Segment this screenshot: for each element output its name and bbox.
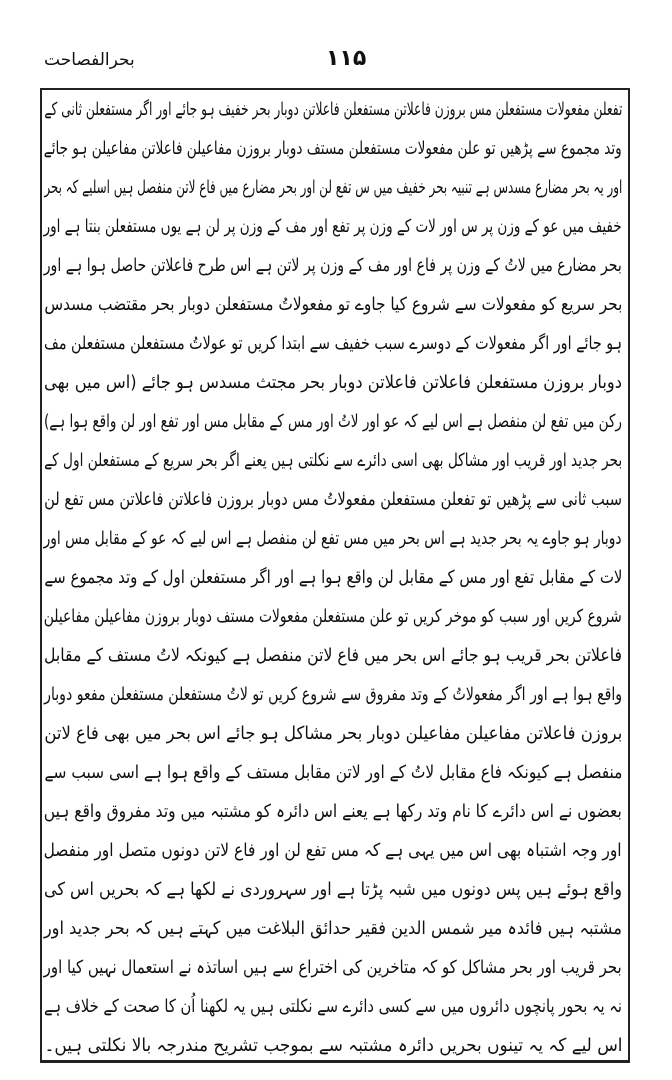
text-line — [44, 168, 622, 207]
text-line — [44, 870, 622, 909]
text-line-content: بروزن فاعلاتن مفاعیلن مفاعیلن دوبار بحر مشاکل ہو جائے اس بحر میں بھی فاع لاتن — [44, 723, 622, 744]
text-line — [44, 441, 622, 480]
text-line-content: خفیف میں عو کے وزن پر س اور لات کے وزن پر تفع اور مف کے وزن پر لن ہے یوں مستفعلن بنتا ہے اور — [44, 216, 622, 237]
text-line — [44, 948, 622, 987]
text-line-content: رکن میں تفع لن منفصل ہے اس لیے کہ عو اور لاتُ اور مس کے مقابل مس اور تفع اور لن واقع ہوا ہے) — [44, 411, 622, 432]
text-line-content: دوبار بروزن مستفعلن فاعلاتن فاعلاتن دوبار بحر مجتث مسدس ہو جائے (اس میں بھی — [44, 372, 622, 393]
text-line — [44, 90, 622, 129]
text-line — [44, 558, 622, 597]
text-line — [44, 129, 622, 168]
text-line-content: واقع ہوئے ہیں پس دونوں میں شبہ پڑتا ہے اور سہروردی نے لکھا ہے کہ بحریں اس کی — [44, 879, 622, 900]
text-line — [44, 792, 622, 831]
text-line — [44, 285, 622, 324]
text-line-content: بحر جدید اور قریب اور مشاکل بھی اسی دائرے سے نکلتی ہیں یعنے اگر بحر سریع کے مستفعلن اول کے — [44, 450, 622, 471]
text-line-content: واقع ہوا ہے اور اگر مفعولاتُ کے وتد مفروق سے شروع کریں تو لاتُ مستفعلن مستفعلن مفعو دوبار — [44, 684, 622, 705]
text-line-content: اور وجہ اشتباہ بھی اس میں یہی ہے کہ مس تفع لن اور فاع لاتن دونوں متصل اور منفصل — [44, 840, 622, 861]
text-line-content: اور یہ بحر مضارع مسدس ہے تنبیہ بحر خفیف میں س تفع لن اور بحر مضارع میں فاع لاتن منفصل ہیں اسلیے کہ بحر — [44, 177, 622, 198]
text-line-content: لات کے مقابل تفع اور مس کے مقابل لن واقع ہوا ہے اور اگر مستفعلن اول کے وتد مجموع سے — [44, 567, 622, 588]
text-line — [44, 987, 622, 1026]
text-line-content: بحر سریع کو مفعولات سے شروع کیا جاوے تو مفعولاتُ مستفعلن دوبار بحر مقتضب مسدس — [44, 294, 622, 315]
text-line-content: وتد مجموع سے پڑھیں تو علن مفعولات مستفعلن مستف دوبار بروزن مفاعیلن فاعلاتن مفاعیلن ہو جائے — [44, 138, 622, 159]
text-line-content: مشتبہ ہیں فائدہ میر شمس الدین فقیر حدائق البلاغت میں کہتے ہیں کہ بحر جدید اور — [44, 918, 622, 939]
text-line-content: منفصل ہے کیونکہ فاع مقابل لاتُ کے اور لاتن مقابل مستف کے واقع ہوا ہے اسی سبب سے — [44, 762, 622, 783]
text-frame — [40, 88, 630, 1063]
text-line — [44, 402, 622, 441]
text-line-content: بعضوں نے اس دائرے کا نام وتد رکھا ہے یعنے اس دائرہ کو مشتبہ میں وتد مفروق واقع ہیں — [44, 801, 622, 822]
text-line — [44, 324, 622, 363]
text-line-content: تفعلن مفعولات مستفعلن مس بروزن فاعلاتن مستفعلن فاعلاتن دوبار بحر خفیف ہو جائے اور اگر مستفعلن ثانی کے — [44, 99, 622, 120]
text-line — [44, 246, 622, 285]
text-line — [44, 519, 622, 558]
text-line — [44, 207, 622, 246]
text-line-content: اس لیے کہ یہ تینوں بحریں دائرہ مشتبہ سے بموجب تشریح مندرجہ بالا نکلتی ہیں۔ — [44, 1035, 622, 1056]
text-line — [44, 831, 622, 870]
text-line — [44, 636, 622, 675]
text-line — [44, 1026, 622, 1065]
running-header-title: بحرالفصاحت — [44, 50, 135, 70]
text-line-content: ہو جائے اور اگر مفعولات کے دوسرے سبب خفیف سے ابتدا کریں تو عولاتُ مستفعلن مستفعلن مف — [44, 333, 622, 354]
text-line — [44, 597, 622, 636]
text-line — [44, 909, 622, 948]
text-line — [44, 753, 622, 792]
text-line-content: نہ یہ بحور پانچوں دائروں میں سے کسی دائرے سے نکلتی ہیں یہ لکھنا اُن کا صحت کے خلاف ہے — [44, 996, 622, 1017]
text-line — [44, 363, 622, 402]
text-line-content: فاعلاتن بحر قریب ہو جائے اس بحر میں فاع لاتن منفصل ہے کیونکہ لاتُ مستف کے مقابل — [44, 645, 622, 666]
text-line — [44, 480, 622, 519]
text-line-content: سبب ثانی سے پڑھیں تو تفعلن مستفعلن مفعولاتُ مس دوبار بروزن فاعلاتن فاعلاتن مس تفع لن — [44, 489, 622, 510]
text-line-content: دوبار ہو جاوے یہ بحر جدید ہے اس بحر میں مس تفع لن منفصل ہے اس لیے کہ عو کے مقابل مس اور — [44, 528, 622, 549]
text-line-content: شروع کریں اور سبب کو موخر کریں تو علن مستفعلن مفعولات مستف دوبار بروزن مفاعیلن مفاعیلن — [44, 606, 622, 627]
page-number: ۱۱۵ — [326, 46, 367, 71]
text-line-content: بحر قریب اور بحر مشاکل کو کہ متاخرین کی اختراع سے ہیں اساتذہ نے استعمال نہیں کیا اور — [44, 957, 622, 978]
text-line-content: بحر مضارع میں لاتُ کے وزن پر فاع اور مف کے وزن پر لاتن ہے اس طرح فاعلاتن حاصل ہوا ہے اور — [44, 255, 622, 276]
text-line — [44, 714, 622, 753]
text-line — [44, 675, 622, 714]
